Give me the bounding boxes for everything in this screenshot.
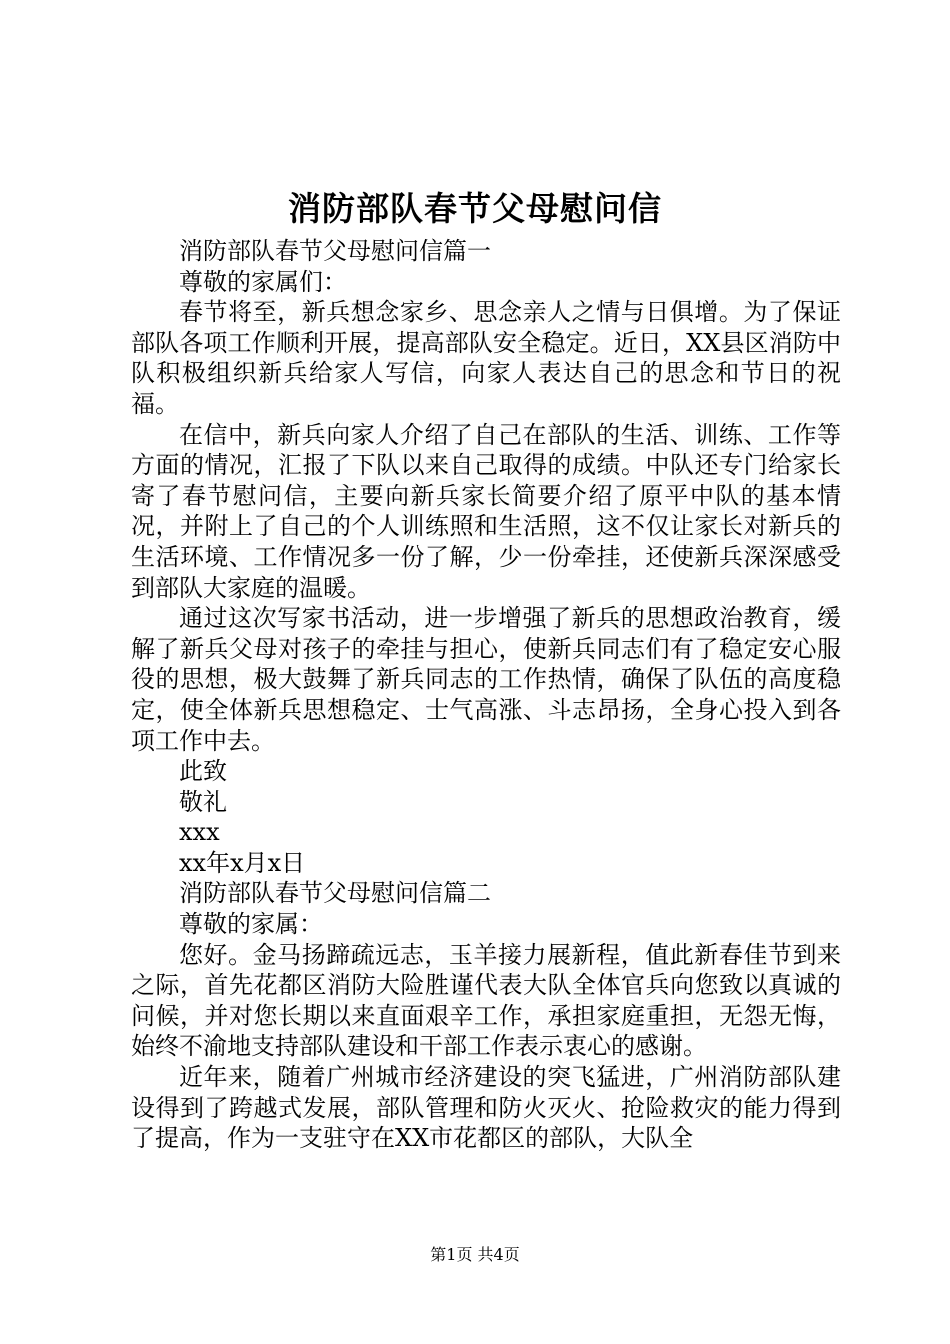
paragraph-body: 春节将至，新兵想念家乡、思念亲人之情与日俱增。为了保证部队各项工作顺利开展，提高部队安全稳定。近日，XX县区消防中队积极组织新兵给家人写信，向家人表达自己的思念和节日的祝福。 [131,298,841,418]
paragraph-section-heading-2: 消防部队春节父母慰问信篇二 [179,879,491,908]
document-title: 消防部队春节父母慰问信 [288,189,662,228]
paragraph-closing: 敬礼 [179,787,227,816]
paragraph-body: 您好。金马扬蹄疏远志，玉羊接力展新程，值此新春佳节到来之际，首先花都区消防大险胜谨代表大队全体官兵向您致以真诚的问候，并对您长期以来直面艰辛工作，承担家庭重担，无怨无悔，始终不渝地支持部队建设和干部工作表示衷心的感谢。 [131,940,841,1061]
paragraph-body: 在信中，新兵向家人介绍了自己在部队的生活、训练、工作等方面的情况，汇报了下队以来自己取得的成绩。中队还专门给家长寄了春节慰问信，主要向新兵家长简要介绍了原平中队的基本情况，并附上了自己的个人训练照和生活照，这不仅让家长对新兵的生活环境、工作情况多一份了解，少一份牵挂，还使新兵深深感受到部队大家庭的温暖。 [131,420,841,602]
paragraph-body: 近年来，随着广州城市经济建设的突飞猛进，广州消防部队建设得到了跨越式发展，部队管理和防火灭火、抢险救灾的能力得到了提高，作为一支驻守在XX市花都区的部队，大队全 [131,1063,841,1153]
paragraph-closing: 此致 [179,757,227,786]
paragraph-salutation-1: 尊敬的家属们： [179,267,347,296]
paragraph-section-heading-1: 消防部队春节父母慰问信篇一 [179,237,491,265]
paragraph-salutation-2: 尊敬的家属： [179,910,323,939]
paragraph-body: 通过这次写家书活动，进一步增强了新兵的思想政治教育，缓解了新兵父母对孩子的牵挂与担心，使新兵同志们有了稳定安心服役的思想，极大鼓舞了新兵同志的工作热情，确保了队伍的高度稳定，使全体新兵思想稳定、士气高涨、斗志昂扬，全身心投入到各项工作中去。 [131,604,841,755]
page-footer: 第1页 共4页 [430,1245,520,1264]
paragraph-signature: xxx [179,818,220,847]
paragraph-date: xx年x月x日 [179,848,306,877]
document-body [131,236,841,1154]
